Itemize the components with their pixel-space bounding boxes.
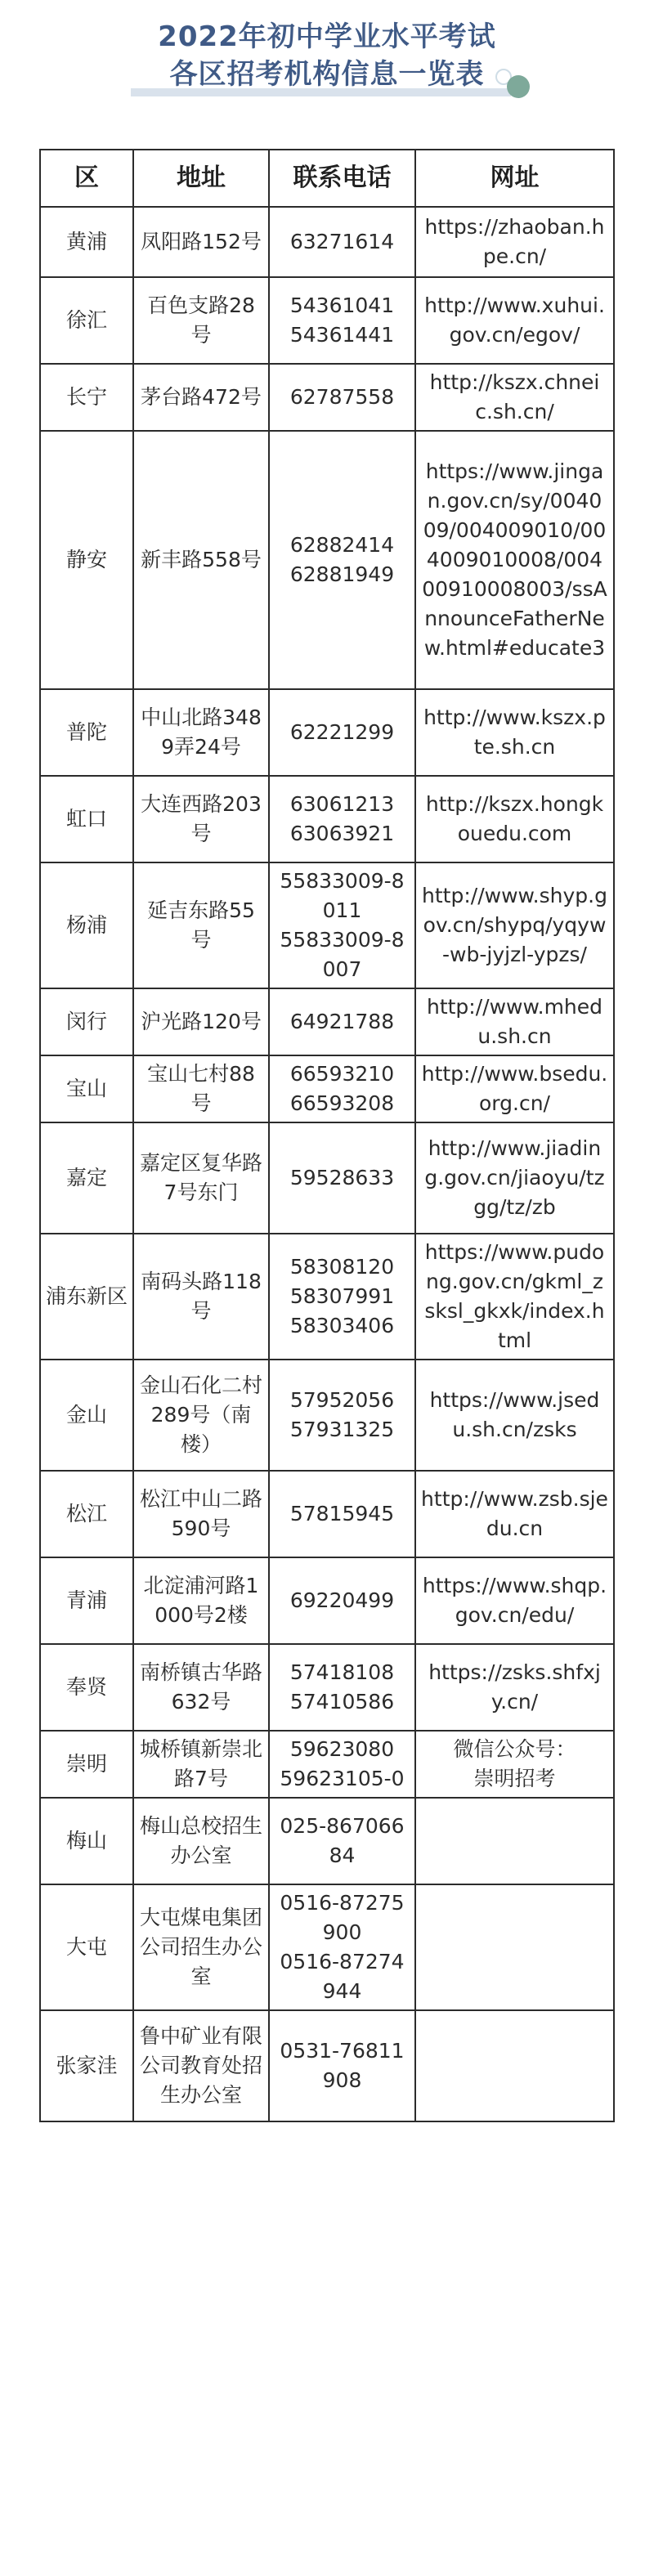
district-cell: 宝山: [40, 1055, 133, 1122]
table-row: [40, 277, 614, 364]
address-cell: 嘉定区复华路7号东门: [133, 1122, 269, 1234]
table-row: [40, 1644, 614, 1731]
phone-cell: 59528633: [269, 1122, 415, 1234]
address-cell: 百色支路28号: [133, 277, 269, 364]
table-row: [40, 431, 614, 689]
table-row: [40, 1884, 614, 2010]
header-phone: 联系电话: [269, 150, 415, 207]
phone-cell: 0531-76811908: [269, 2010, 415, 2121]
website-cell[interactable]: https://www.jingan.gov.cn/sy/004009/004009010/004009010008/00400910008003/ssAnnounceFatherNew.html#educate3: [415, 431, 614, 689]
address-cell: 中山北路3489弄24号: [133, 689, 269, 776]
table-row: [40, 364, 614, 431]
website-cell[interactable]: https://zsks.shfxjy.cn/: [415, 1644, 614, 1731]
website-cell: [415, 1884, 614, 2010]
district-cell: 松江: [40, 1471, 133, 1557]
table-row: [40, 988, 614, 1055]
address-cell: 城桥镇新崇北路7号: [133, 1731, 269, 1798]
table-row: [40, 1360, 614, 1471]
address-cell: 大连西路203号: [133, 776, 269, 862]
district-cell: 静安: [40, 431, 133, 689]
phone-cell: 57815945: [269, 1471, 415, 1557]
district-cell: 奉贤: [40, 1644, 133, 1731]
exam-office-table: [39, 149, 615, 2122]
address-cell: 大屯煤电集团公司招生办公室: [133, 1884, 269, 2010]
phone-cell: 62787558: [269, 364, 415, 431]
title-line-1: 2022年初中学业水平考试: [158, 20, 496, 53]
table-row: [40, 1731, 614, 1798]
address-cell: 南桥镇古华路632号: [133, 1644, 269, 1731]
district-cell: 虹口: [40, 776, 133, 862]
table-row: [40, 1234, 614, 1360]
table-row: [40, 776, 614, 862]
district-cell: 普陀: [40, 689, 133, 776]
address-cell: 鲁中矿业有限公司教育处招生办公室: [133, 2010, 269, 2121]
table-row: [40, 2010, 614, 2121]
district-cell: 张家洼: [40, 2010, 133, 2121]
address-cell: 松江中山二路590号: [133, 1471, 269, 1557]
website-cell[interactable]: http://kszx.hongkouedu.com: [415, 776, 614, 862]
website-cell[interactable]: https://www.pudong.gov.cn/gkml_zsksl_gkxk/index.html: [415, 1234, 614, 1360]
website-cell[interactable]: http://www.jiading.gov.cn/jiaoyu/tzgg/tz/zb: [415, 1122, 614, 1234]
phone-cell: 59623080 59623105-0: [269, 1731, 415, 1798]
website-cell[interactable]: http://www.mhedu.sh.cn: [415, 988, 614, 1055]
phone-cell: 62221299: [269, 689, 415, 776]
phone-cell: 66593210 66593208: [269, 1055, 415, 1122]
header-address: 地址: [133, 150, 269, 207]
phone-cell: 62882414 62881949: [269, 431, 415, 689]
website-cell[interactable]: http://www.shyp.gov.cn/shypq/yqyw-wb-jyjzl-ypzs/: [415, 862, 614, 988]
address-cell: 梅山总校招生办公室: [133, 1798, 269, 1884]
website-cell[interactable]: https://www.jsedu.sh.cn/zsks: [415, 1360, 614, 1471]
address-cell: 凤阳路152号: [133, 207, 269, 277]
phone-cell: 63061213 63063921: [269, 776, 415, 862]
header-district: 区: [40, 150, 133, 207]
table-row: [40, 207, 614, 277]
district-cell: 崇明: [40, 1731, 133, 1798]
address-cell: 宝山七村88号: [133, 1055, 269, 1122]
address-cell: 南码头路118号: [133, 1234, 269, 1360]
table-row: [40, 1798, 614, 1884]
district-cell: 梅山: [40, 1798, 133, 1884]
phone-cell: 63271614: [269, 207, 415, 277]
website-cell[interactable]: https://www.shqp.gov.cn/edu/: [415, 1557, 614, 1644]
district-cell: 青浦: [40, 1557, 133, 1644]
phone-cell: 57952056 57931325: [269, 1360, 415, 1471]
table-row: [40, 1471, 614, 1557]
title-line-2: 各区招考机构信息一览表: [169, 58, 485, 91]
district-cell: 杨浦: [40, 862, 133, 988]
header-website: 网址: [415, 150, 614, 207]
phone-cell: 64921788: [269, 988, 415, 1055]
phone-cell: 58308120 58307991 58303406: [269, 1234, 415, 1360]
phone-cell: 54361041 54361441: [269, 277, 415, 364]
table-header-row: [40, 150, 614, 207]
address-cell: 新丰路558号: [133, 431, 269, 689]
address-cell: 茅台路472号: [133, 364, 269, 431]
table-row: [40, 862, 614, 988]
phone-cell: 0516-87275900 0516-87274944: [269, 1884, 415, 2010]
phone-cell: 69220499: [269, 1557, 415, 1644]
phone-cell: 025-86706684: [269, 1798, 415, 1884]
website-cell: [415, 2010, 614, 2121]
district-cell: 闵行: [40, 988, 133, 1055]
phone-cell: 55833009-8011 55833009-8007: [269, 862, 415, 988]
table-body: [40, 207, 614, 2121]
page-header: [0, 0, 654, 147]
table-row: [40, 1122, 614, 1234]
district-cell: 黄浦: [40, 207, 133, 277]
address-cell: 延吉东路55号: [133, 862, 269, 988]
website-cell[interactable]: http://www.zsb.sjedu.cn: [415, 1471, 614, 1557]
website-cell: 微信公众号： 崇明招考: [415, 1731, 614, 1798]
website-cell[interactable]: https://zhaoban.hpe.cn/: [415, 207, 614, 277]
district-cell: 金山: [40, 1360, 133, 1471]
district-cell: 嘉定: [40, 1122, 133, 1234]
district-cell: 长宁: [40, 364, 133, 431]
district-cell: 徐汇: [40, 277, 133, 364]
website-cell: [415, 1798, 614, 1884]
district-cell: 大屯: [40, 1884, 133, 2010]
table-row: [40, 689, 614, 776]
address-cell: 金山石化二村289号（南楼）: [133, 1360, 269, 1471]
website-cell[interactable]: http://www.bsedu.org.cn/: [415, 1055, 614, 1122]
table-row: [40, 1055, 614, 1122]
website-cell[interactable]: http://www.xuhui.gov.cn/egov/: [415, 277, 614, 364]
district-cell: 浦东新区: [40, 1234, 133, 1360]
address-cell: 沪光路120号: [133, 988, 269, 1055]
phone-cell: 57418108 57410586: [269, 1644, 415, 1731]
website-cell[interactable]: http://www.kszx.pte.sh.cn: [415, 689, 614, 776]
address-cell: 北淀浦河路1000号2楼: [133, 1557, 269, 1644]
table-row: [40, 1557, 614, 1644]
website-cell[interactable]: http://kszx.chneic.sh.cn/: [415, 364, 614, 431]
